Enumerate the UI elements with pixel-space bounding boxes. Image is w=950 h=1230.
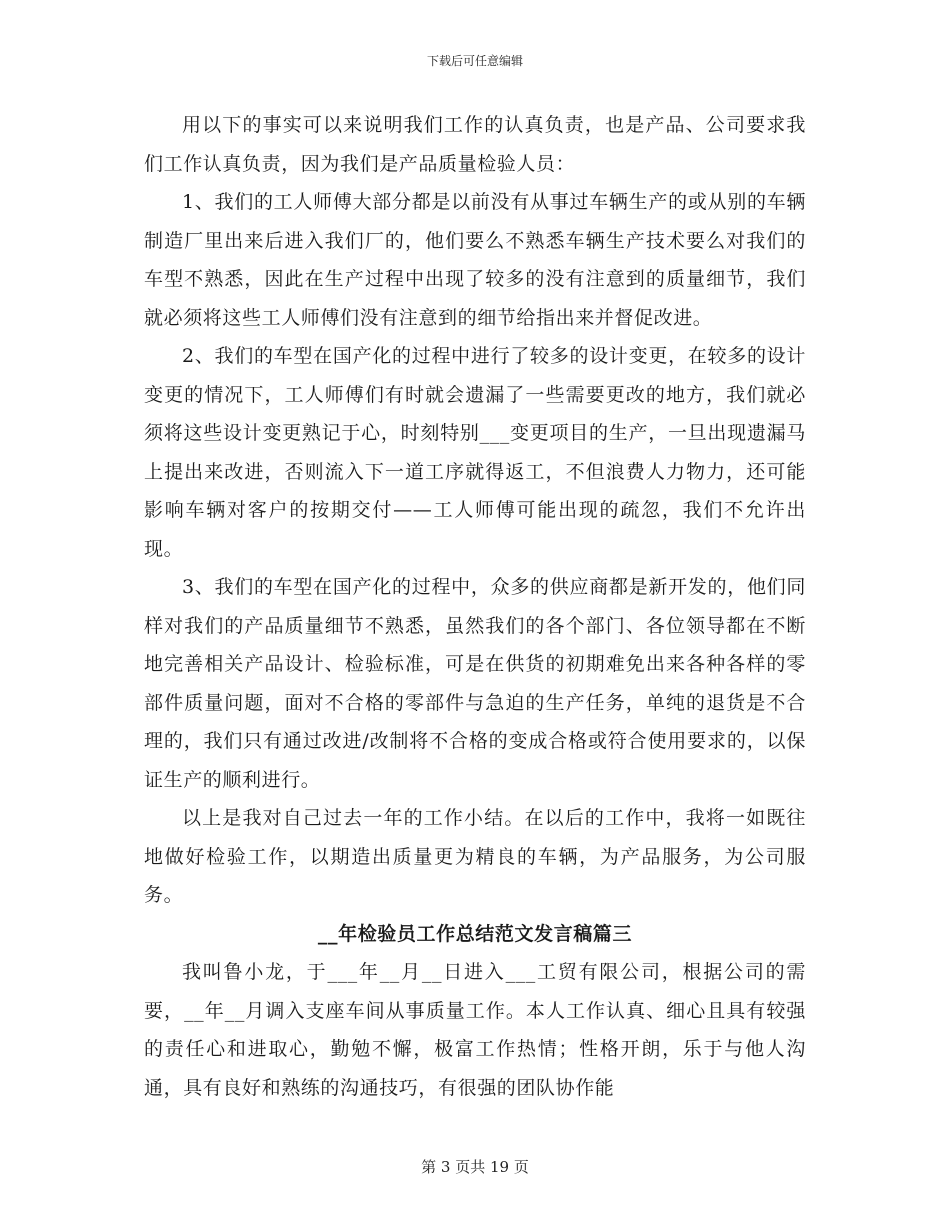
paragraph-intro: 用以下的事实可以来说明我们工作的认真负责，也是产品、公司要求我们工作认真负责，因为我们是产品质量检验人员：: [144, 114, 806, 175]
paragraph-section-start: 我叫鲁小龙，于___年__月__日进入___工贸有限公司，根据公司的需要，__年__月调入支座车间从事质量工作。本人工作认真、细心且具有较强的责任心和进取心，勤勉不懈，极富工作热情；性格开朗，乐于与他人沟通，具有良好和熟练的沟通技巧，有很强的团队协作能: [144, 961, 806, 1099]
page-header: 下载后可任意编辑: [426, 54, 523, 68]
document-body: [144, 106, 806, 1107]
paragraph-conclusion: 以上是我对自己过去一年的工作小结。在以后的工作中，我将一如既往地做好检验工作，以期造出质量更为精良的车辆，为产品服务，为公司服务。: [144, 807, 806, 906]
paragraph-point-2: 2、我们的车型在国产化的过程中进行了较多的设计变更，在较多的设计变更的情况下，工人师傅们有时就会遗漏了一些需要更改的地方，我们就必须将这些设计变更熟记于心，时刻特别___变更项目的生产，一旦出现遗漏马上提出来改进，否则流入下一道工序就得返工，不但浪费人力物力，还可能影响车辆对客户的按期交付——工人师傅可能出现的疏忽，我们不允许出现。: [144, 345, 806, 560]
section-title: __年检验员工作总结范文发言稿篇三: [317, 922, 633, 945]
paragraph-point-1: 1、我们的工人师傅大部分都是以前没有从事过车辆生产的或从别的车辆制造厂里出来后进入我们厂的，他们要么不熟悉车辆生产技术要么对我们的车型不熟悉，因此在生产过程中出现了较多的没有注意到的质量细节，我们就必须将这些工人师傅们没有注意到的细节给指出来并督促改进。: [144, 191, 806, 329]
page-number: 第 3 页共 19 页: [421, 1158, 529, 1176]
paragraph-point-3: 3、我们的车型在国产化的过程中，众多的供应商都是新开发的，他们同样对我们的产品质量细节不熟悉，虽然我们的各个部门、各位领导都在不断地完善相关产品设计、检验标准，可是在供货的初期难免出来各种各样的零部件质量问题，面对不合格的零部件与急迫的生产任务，单纯的退货是不合理的，我们只有通过改进/改制将不合格的变成合格或符合使用要求的，以保证生产的顺利进行。: [144, 576, 806, 791]
